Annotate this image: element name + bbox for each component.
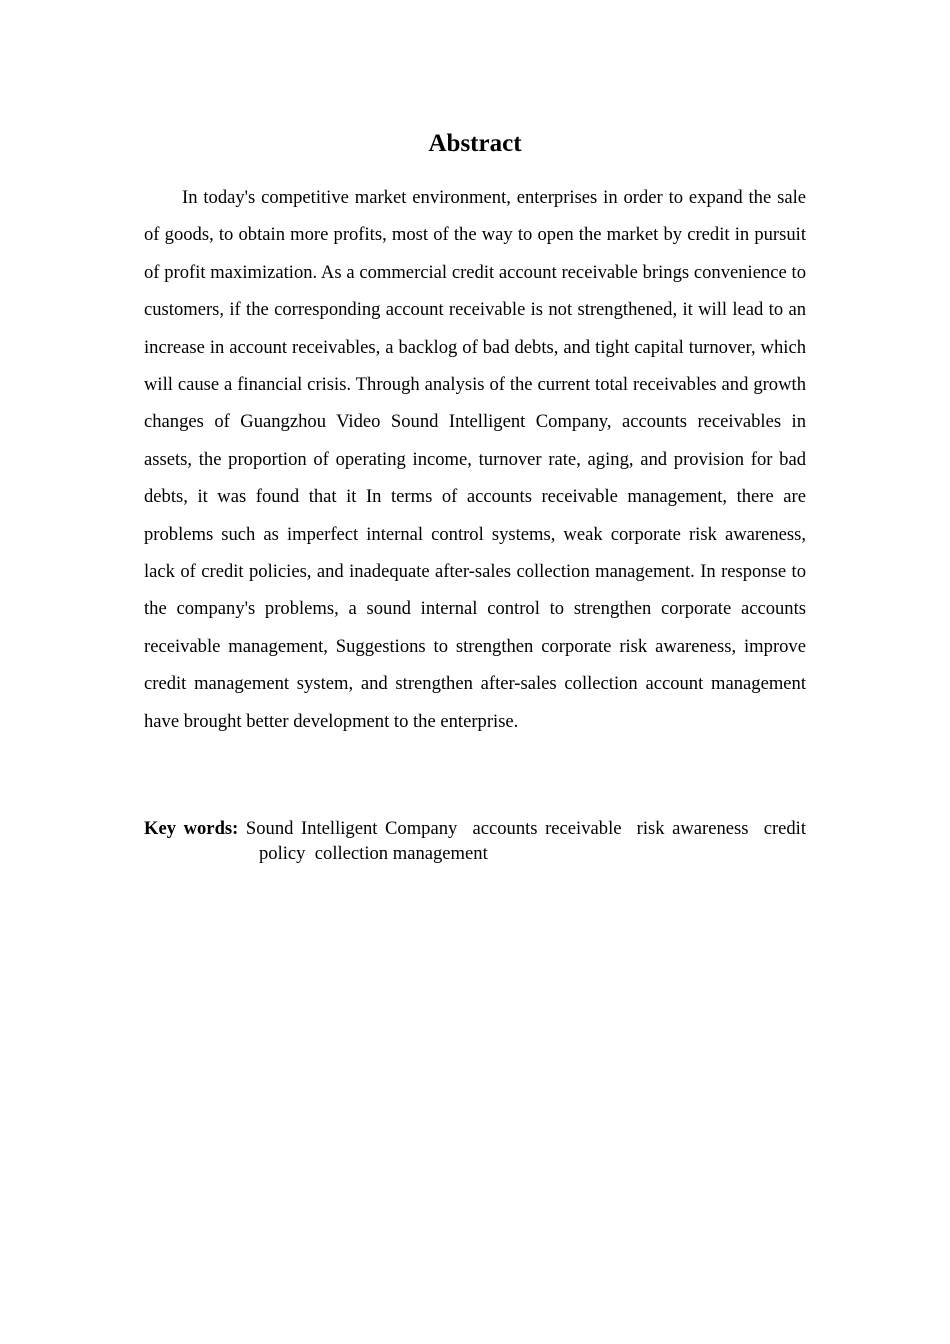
abstract-paragraph: In today's competitive market environment, enterprises in order to expand the sale of goods, to obtain more profits, most of the way to open the market by credit in pursuit of profit maximization. As a commercial credit account receivable brings convenience to customers, if the corresponding account receivable is not strengthened, it will lead to an increase in account receivables, a backlog of bad debts, and tight capital turnover, which will cause a financial crisis. Through analysis of the current total receivables and growth changes of Guangzhou Video Sound Intelligent Company, accounts receivables in assets, the proportion of operating income, turnover rate, aging, and provision for bad debts, it was found that it In terms of accounts receivable management, there are problems such as imperfect internal control systems, weak corporate risk awareness, lack of credit policies, and inadequate after-sales collection management. In response to the company's problems, a sound internal control to strengthen corporate accounts receivable management, Suggestions to strengthen corporate risk awareness, improve credit management system, and strengthen after-sales collection account management have brought better development to the enterprise. (144, 187, 806, 732)
page-title: Abstract (428, 130, 522, 157)
keyword-term-2: accounts receivable (472, 818, 622, 839)
keywords-label: Key words: (144, 818, 239, 839)
keyword-term-5: collection management (314, 843, 488, 864)
keyword-term-3: risk awareness (636, 818, 749, 839)
keyword-term-1: Sound Intelligent Company (245, 818, 458, 839)
keywords-line (144, 816, 806, 866)
keyword-term-4: credit policy (259, 818, 807, 864)
